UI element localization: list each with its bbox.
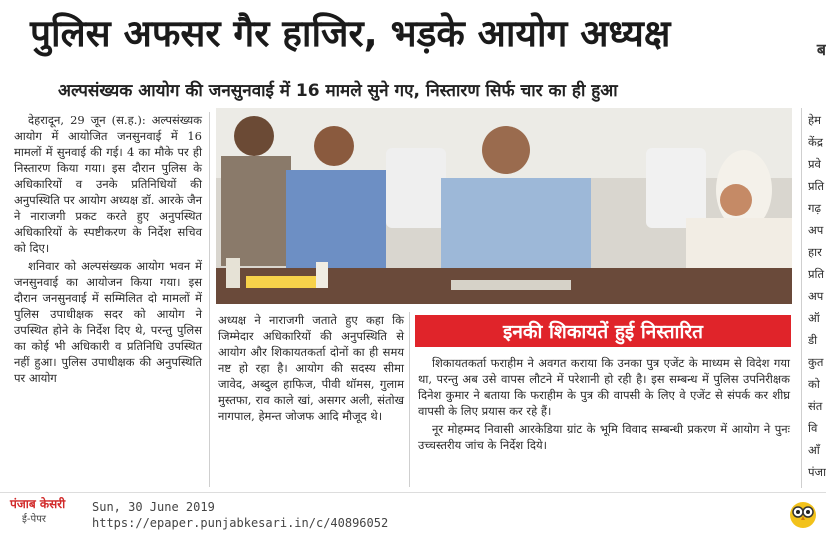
right-column-line: वि	[808, 421, 818, 435]
right-column-line: संत	[808, 399, 823, 413]
photo-people-meeting	[216, 108, 792, 304]
right-column-line: को	[808, 377, 820, 391]
right-column-line: पंजा	[808, 465, 826, 479]
logo-sub-text: ई-पेपर	[22, 514, 46, 525]
right-column-headline-stub: ब	[816, 40, 826, 59]
article-column-1	[14, 112, 202, 388]
right-column-line: अप	[808, 223, 824, 237]
column3-paragraph-1: शिकायतकर्ता फराहीम ने अवगत कराया कि उनका पुत्र एजेंट के माध्यम से विदेश गया था, परन्तु अब उसे वापस लौटने में परेशानी हो रही है। इस सम्बन्ध में पुलिस उपनिरीक्षक दिनेश कुमार ने बताया कि फराहीम के पुत्र की वापसी के लिए वे एजेंट से संपर्क कर शीघ्र वापसी के लिए प्रयास कर रहे हैं।	[418, 356, 790, 418]
right-column-line: केंद्र	[808, 135, 823, 149]
right-column-line: अप	[808, 289, 824, 303]
right-column-line: आँ	[808, 443, 820, 457]
right-column-fragments	[808, 112, 826, 486]
right-column-line: प्रवे	[808, 157, 821, 171]
footer-bar	[0, 492, 826, 538]
owl-mascot-icon[interactable]	[788, 499, 818, 533]
right-column-line: हार	[808, 245, 822, 259]
publisher-logo[interactable]	[10, 497, 65, 527]
edition-url[interactable]: https://epaper.punjabkesari.in/c/40896052	[92, 516, 389, 530]
edition-meta	[92, 499, 388, 531]
right-column-line: प्रति	[808, 179, 825, 193]
column1-paragraph-2: शनिवार को अल्पसंख्यक आयोग भवन में जनसुनवाई का आयोजन किया गया। इस दौरान जनसुनवाई में सम्मिलित दो मामलों में पुलिस उपाधीक्षक सदर को आयोग ने उपस्थित होने के निर्देश दिए थे, परन्तु पुलिस का कोई भी अधिकारी व प्रतिनिधि उपस्थित नहीं हुआ। पुलिस उपाधीक्षक की अनुपस्थिति पर आयोग	[14, 259, 202, 385]
right-column-line: डी	[808, 333, 818, 347]
right-column-line: हेम	[808, 113, 821, 127]
article-column-2	[218, 312, 404, 426]
logo-main-text: पंजाब केसरी	[10, 497, 66, 511]
right-column-line: गढ़	[808, 201, 821, 215]
column-rule-1	[209, 112, 210, 487]
column2-paragraph-1: अध्यक्ष ने नाराजगी जताते हुए कहा कि जिम्मेदार अधिकारियों की अनुपस्थिति से आयोग और शिकायतकर्ता दोनों का ही समय नष्ट हो रहा है। आयोग की सदस्य सीमा जावेद, अब्दुल हाफिज, पीवी थॉमस, गुलाम मुस्तफा, राव काले खां, असगर अली, संतोख नागपाल, हेमन्त जोजफ आदि मौजूद थे।	[218, 313, 404, 423]
headline: पुलिस अफसर गैर हाजिर, भड़के आयोग अध्यक्ष	[30, 12, 671, 55]
article-column-3	[418, 355, 790, 455]
subheadline: अल्पसंख्यक आयोग की जनसुनवाई में 16 मामले सुने गए, निस्तारण सिर्फ चार का ही हुआ	[58, 81, 618, 101]
edition-date: Sun, 30 June 2019	[92, 500, 215, 514]
column3-paragraph-2: नूर मोहम्मद निवासी आरकेडिया ग्रांट के भूमि विवाद सम्बन्धी प्रकरण में आयोग ने पुनः उच्चस्तरीय जांच के निर्देश दिये।	[418, 422, 790, 452]
section-banner: इनकी शिकायतें हुई निस्तारित	[415, 315, 791, 347]
news-photo	[216, 108, 792, 304]
owl-icon	[788, 499, 818, 529]
column1-paragraph-1: देहरादून, 29 जून (स.ह.): अल्पसंख्यक आयोग में आयोजित जनसुनवाई में 16 मामलों में सुनवाई की गई। 4 का मौके पर ही निस्तारण किया गया। इस दौरान पुलिस के अधिकारियों व उनके प्रतिनिधियों की अनुपस्थिति पर आयोग अध्यक्ष डॉ. आरके जैन ने नाराजगी प्रकट करते हुए अनुपस्थित अधिकारियों के स्पष्टीकरण के निर्देश सचिव को दिए।	[14, 113, 202, 255]
right-column-line: प्रति	[808, 267, 825, 281]
column-rule-2	[409, 312, 410, 487]
right-column-line: कुत	[808, 355, 824, 369]
column-rule-3	[801, 108, 802, 488]
right-column-line: ऑ	[808, 311, 820, 325]
